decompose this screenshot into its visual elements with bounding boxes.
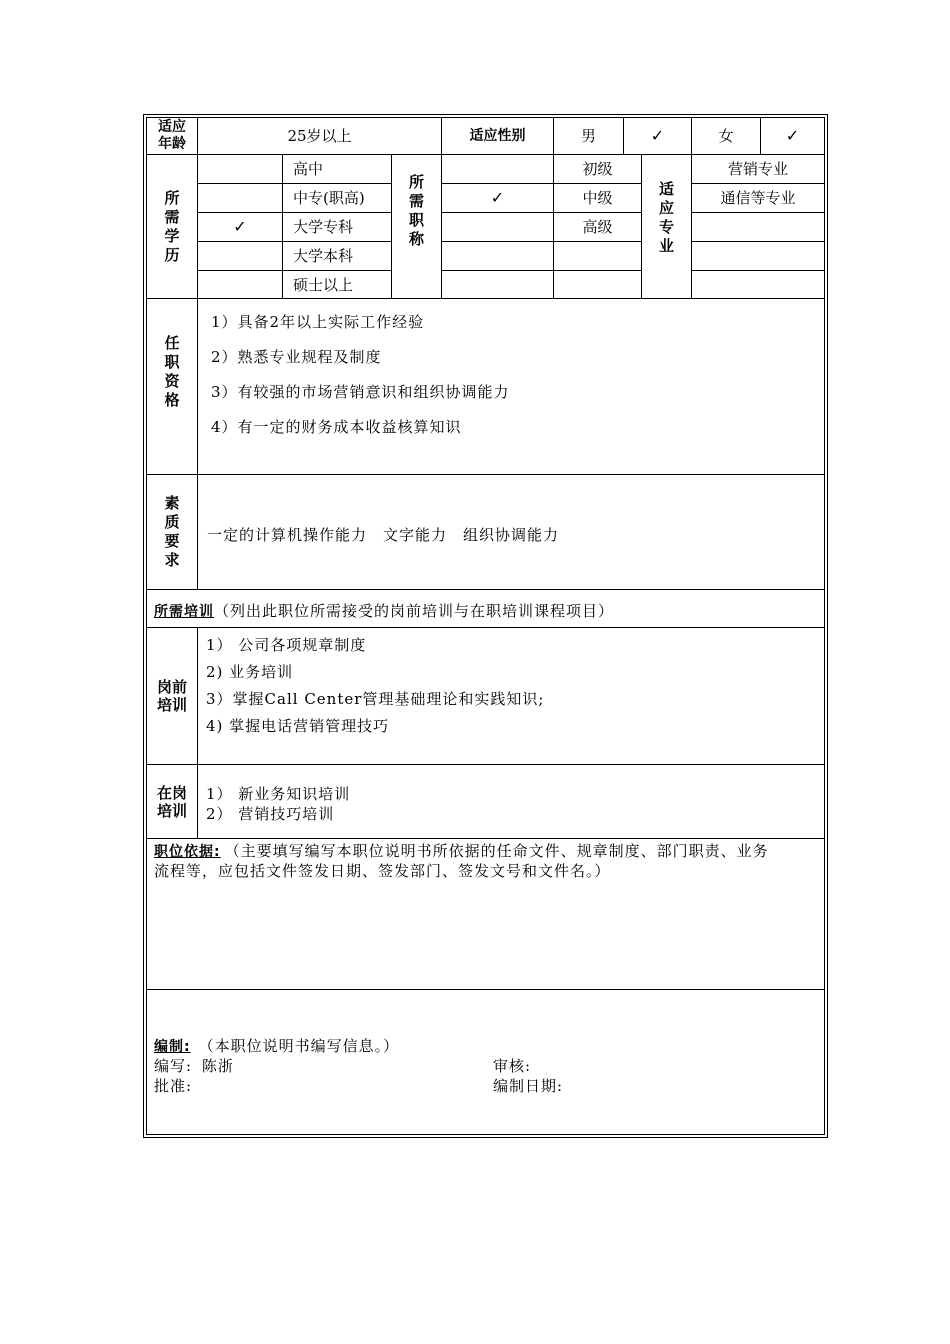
pre-training-list (206, 634, 544, 742)
age-value: 25岁以上 (197, 117, 442, 155)
education-check-2: ✓ (197, 212, 283, 242)
education-label (146, 154, 198, 299)
qualification-item: 1）具备2年以上实际工作经验 (211, 313, 425, 331)
male-label: 男 (553, 117, 624, 155)
education-check-3 (197, 241, 283, 271)
quality-label-text: 素质要求 (164, 494, 180, 569)
title-label (391, 154, 442, 299)
pre-training-label (146, 627, 198, 765)
male-check-icon: ✓ (623, 117, 692, 155)
education-level-2: 大学专科 (282, 212, 392, 242)
qualification-item: 3）有较强的市场营销意识和组织协调能力 (211, 383, 510, 401)
age-label (146, 117, 198, 155)
major-label (641, 154, 692, 299)
pre-training-label-text: 岗前培训 (156, 678, 187, 714)
writer-label: 编写: (154, 1057, 193, 1075)
title-check-3 (441, 241, 554, 271)
title-level-1: 中级 (553, 183, 642, 213)
major-item-1: 通信等专业 (691, 183, 825, 213)
major-item-0: 营销专业 (691, 154, 825, 184)
qualifications-label (146, 298, 198, 475)
compile-heading: 编制: (154, 1039, 191, 1055)
qualifications-label-text: 任职资格 (164, 333, 180, 409)
compile-heading-line (154, 1035, 399, 1056)
title-check-1: ✓ (441, 183, 554, 213)
basis-heading: 职位依据: (154, 844, 221, 860)
basis-note-2: 流程等，应包括文件签发日期、签发部门、签发文号和文件名。） (154, 862, 611, 880)
education-check-0 (197, 154, 283, 184)
pre-training-item: 3）掌握Call Center管理基础理论和实践知识; (206, 690, 545, 708)
female-label: 女 (691, 117, 761, 155)
on-training-label (146, 764, 198, 839)
training-heading-title: 所需培训 (154, 604, 214, 620)
title-check-4 (441, 270, 554, 299)
basis-note-1: （主要填写编写本职位说明书所依据的任命文件、规章制度、部门职责、业务 (224, 842, 769, 860)
education-level-1: 中专(职高) (282, 183, 392, 213)
education-level-3: 大学本科 (282, 241, 392, 271)
major-item-2 (691, 212, 825, 242)
compile-note: （本职位说明书编写信息。） (198, 1037, 400, 1055)
title-level-0: 初级 (553, 154, 642, 184)
compile-section (146, 989, 825, 1135)
gender-label: 适应性别 (441, 117, 554, 155)
reviewer-label: 审核: (493, 1057, 532, 1075)
writer-name: 陈浙 (201, 1057, 234, 1075)
qualification-item: 2）熟悉专业规程及制度 (211, 348, 382, 366)
title-level-2: 高级 (553, 212, 642, 242)
quality-label (146, 474, 198, 590)
on-training-item: 2） 营销技巧培训 (206, 805, 335, 823)
title-check-0 (441, 154, 554, 184)
on-training-list (206, 783, 350, 823)
training-heading (154, 600, 614, 621)
quality-text: 一定的计算机操作能力 文字能力 组织协调能力 (207, 526, 560, 544)
education-label-text: 所需学历 (164, 188, 180, 264)
qualification-item: 4）有一定的财务成本收益核算知识 (211, 418, 462, 436)
title-check-2 (441, 212, 554, 242)
major-label-text: 适应专业 (658, 179, 674, 255)
title-level-3 (553, 241, 642, 271)
title-level-4 (553, 270, 642, 299)
basis-line-1 (154, 840, 769, 861)
date-label: 编制日期: (493, 1077, 564, 1095)
on-training-item: 1） 新业务知识培训 (206, 785, 351, 803)
on-training-label-text: 在岗培训 (156, 783, 187, 820)
female-check-icon: ✓ (760, 117, 825, 155)
pre-training-item: 2) 业务培训 (206, 663, 294, 681)
education-check-4 (197, 270, 283, 299)
age-label-text: 适应年龄 (158, 119, 186, 152)
education-check-1 (197, 183, 283, 213)
major-item-4 (691, 270, 825, 299)
training-heading-note: （列出此职位所需接受的岗前培训与在职培训课程项目） (214, 602, 615, 620)
education-level-4: 硕士以上 (282, 270, 392, 299)
pre-training-item: 1） 公司各项规章制度 (206, 636, 367, 654)
education-level-0: 高中 (282, 154, 392, 184)
qualifications-list (211, 311, 510, 451)
writer-line (154, 1055, 234, 1076)
approver-label: 批准: (154, 1077, 193, 1095)
pre-training-item: 4) 掌握电话营销管理技巧 (206, 717, 390, 735)
title-label-text: 所需职称 (408, 172, 424, 248)
major-item-3 (691, 241, 825, 271)
